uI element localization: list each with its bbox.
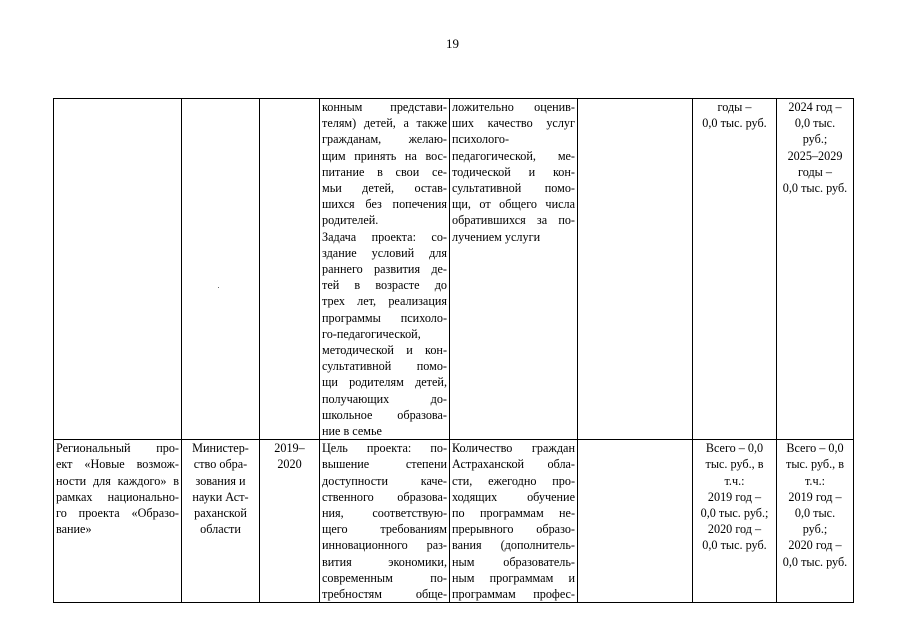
text-line: 0,0 тыс. руб. <box>782 554 848 569</box>
text-line: ния, соответствую- <box>322 506 447 521</box>
text-line: Астраханской обла- <box>452 457 575 472</box>
text-line: прерывного образо- <box>452 522 575 537</box>
text-line: т.ч.: <box>804 473 826 488</box>
text-line: Региональный про- <box>56 441 179 456</box>
text-line: тей в возрасте до <box>322 278 447 293</box>
cell-executor <box>182 440 260 603</box>
table-row-1 <box>54 99 854 440</box>
text-line: зования и <box>195 473 246 488</box>
cell-col6 <box>578 99 693 440</box>
text-line: 0,0 тыс. <box>794 506 836 521</box>
text-line: программам профес- <box>452 587 575 602</box>
text-line: ным программам и <box>452 570 575 585</box>
text-line: конным представи- <box>322 100 447 114</box>
text-line: питание в свои се- <box>322 164 447 179</box>
text-line: вания (дополнитель- <box>452 538 575 553</box>
text-line: 0,0 тыс. руб. <box>702 116 767 131</box>
text-line: трех лет, реализация <box>322 294 447 309</box>
text-line: гражданам, желаю- <box>322 132 447 147</box>
text-line: щим принять на вос- <box>322 148 447 163</box>
text-line: телям) детей, а также <box>322 116 447 131</box>
text-line: науки Аст- <box>192 489 249 504</box>
text-line: области <box>200 522 241 537</box>
text-line: сти, ежегодно про- <box>452 473 575 488</box>
text-line: ным образователь- <box>452 554 575 569</box>
cell-finance-region <box>777 99 854 440</box>
cell-goal <box>320 440 450 603</box>
text-line: по программам не- <box>452 506 575 521</box>
page-number: 19 <box>446 36 459 51</box>
text-line: шихся без попечения <box>322 197 447 212</box>
cell-years <box>260 440 320 603</box>
text-line: программы психоло- <box>322 310 447 325</box>
text-line: Всего – 0,0 <box>786 441 844 456</box>
text-line: 0,0 тыс. руб. <box>702 538 767 553</box>
text-line: инновационного раз- <box>322 538 447 553</box>
text-line: Цель проекта: по- <box>322 441 447 456</box>
text-line: обратившихся за по- <box>452 213 575 228</box>
text-line: 2019– <box>274 441 305 456</box>
text-line: 2020 год – <box>707 522 762 537</box>
cell-project <box>54 99 182 440</box>
text-line: раханской <box>194 506 247 521</box>
cell-finance-total <box>693 440 777 603</box>
text-line: годы – <box>717 100 752 114</box>
text-line: лучением услуги <box>452 229 541 244</box>
table-row-2 <box>54 440 854 603</box>
cell-indicator <box>450 99 578 440</box>
text-line: го проекта «Образо- <box>56 506 179 521</box>
text-line: Министер- <box>192 441 249 456</box>
cell-executor <box>182 99 260 440</box>
cell-col6 <box>578 440 693 603</box>
text-line: т.ч.: <box>724 473 745 488</box>
text-line: здание условий для <box>322 245 447 260</box>
text-line: современным по- <box>322 570 447 585</box>
text-line: тыс. руб., в <box>786 457 844 472</box>
text-line: руб.; <box>802 522 828 537</box>
cell-finance-total <box>693 99 777 440</box>
text-line: вание» <box>56 522 92 537</box>
text-line: тодической и кон- <box>452 164 575 179</box>
text-line: Количество граждан <box>452 441 575 456</box>
budget-table <box>53 98 854 603</box>
text-line: ство обра- <box>193 457 248 472</box>
text-line: щего требованиям <box>322 522 447 537</box>
text-line: 2025–2029 <box>787 148 843 163</box>
text-line: методической и кон- <box>322 343 447 358</box>
text-line: ект «Новые возмож- <box>56 457 179 472</box>
text-line: сультативной помо- <box>322 359 447 374</box>
text-line: ности для каждого» в <box>56 473 179 488</box>
text-line: 2019 год – <box>707 489 762 504</box>
text-line: раннего развития де- <box>322 262 447 277</box>
text-line: 2019 год – <box>788 489 842 504</box>
text-line: 0,0 тыс. руб. <box>782 181 848 196</box>
scan-speck <box>218 287 219 288</box>
text-line: сультативной помо- <box>452 181 575 196</box>
text-line: ших качество услуг <box>452 116 575 131</box>
cell-indicator <box>450 440 578 603</box>
text-line: мьи детей, остав- <box>322 181 447 196</box>
text-line: ственного образова- <box>322 489 447 504</box>
text-line: получающих до- <box>322 391 447 406</box>
text-line: психолого- <box>452 132 510 147</box>
text-line: педагогической, ме- <box>452 148 575 163</box>
text-line: школьное образова- <box>322 407 447 422</box>
text-line: 0,0 тыс. руб.; <box>700 506 769 521</box>
cell-years <box>260 99 320 440</box>
text-line: 2020 <box>277 457 302 472</box>
text-line: Задача проекта: со- <box>322 229 447 244</box>
text-line: тыс. руб., в <box>705 457 764 472</box>
text-line: 2024 год – <box>788 100 842 114</box>
text-line: вития экономики, <box>322 554 447 569</box>
text-line: щи родителям детей, <box>322 375 447 390</box>
text-line: родителей. <box>322 213 379 228</box>
text-line: ложительно оценив- <box>452 100 575 114</box>
cell-finance-region <box>777 440 854 603</box>
text-line: ние в семье <box>322 424 382 439</box>
cell-project <box>54 440 182 603</box>
text-line: 2020 год – <box>788 538 842 553</box>
text-line: щи, от общего числа <box>452 197 575 212</box>
text-line: доступности каче- <box>322 473 447 488</box>
text-line: го-педагогической, <box>322 326 421 341</box>
text-line: годы – <box>798 164 832 179</box>
cell-goal <box>320 99 450 440</box>
text-line: рамках национально- <box>56 489 179 504</box>
text-line: вышение степени <box>322 457 447 472</box>
text-line: ходящих обучение <box>452 489 575 504</box>
text-line: руб.; <box>802 132 828 147</box>
text-line: 0,0 тыс. <box>794 116 836 131</box>
text-line: требностям обще- <box>322 587 447 602</box>
text-line: Всего – 0,0 <box>705 441 764 456</box>
